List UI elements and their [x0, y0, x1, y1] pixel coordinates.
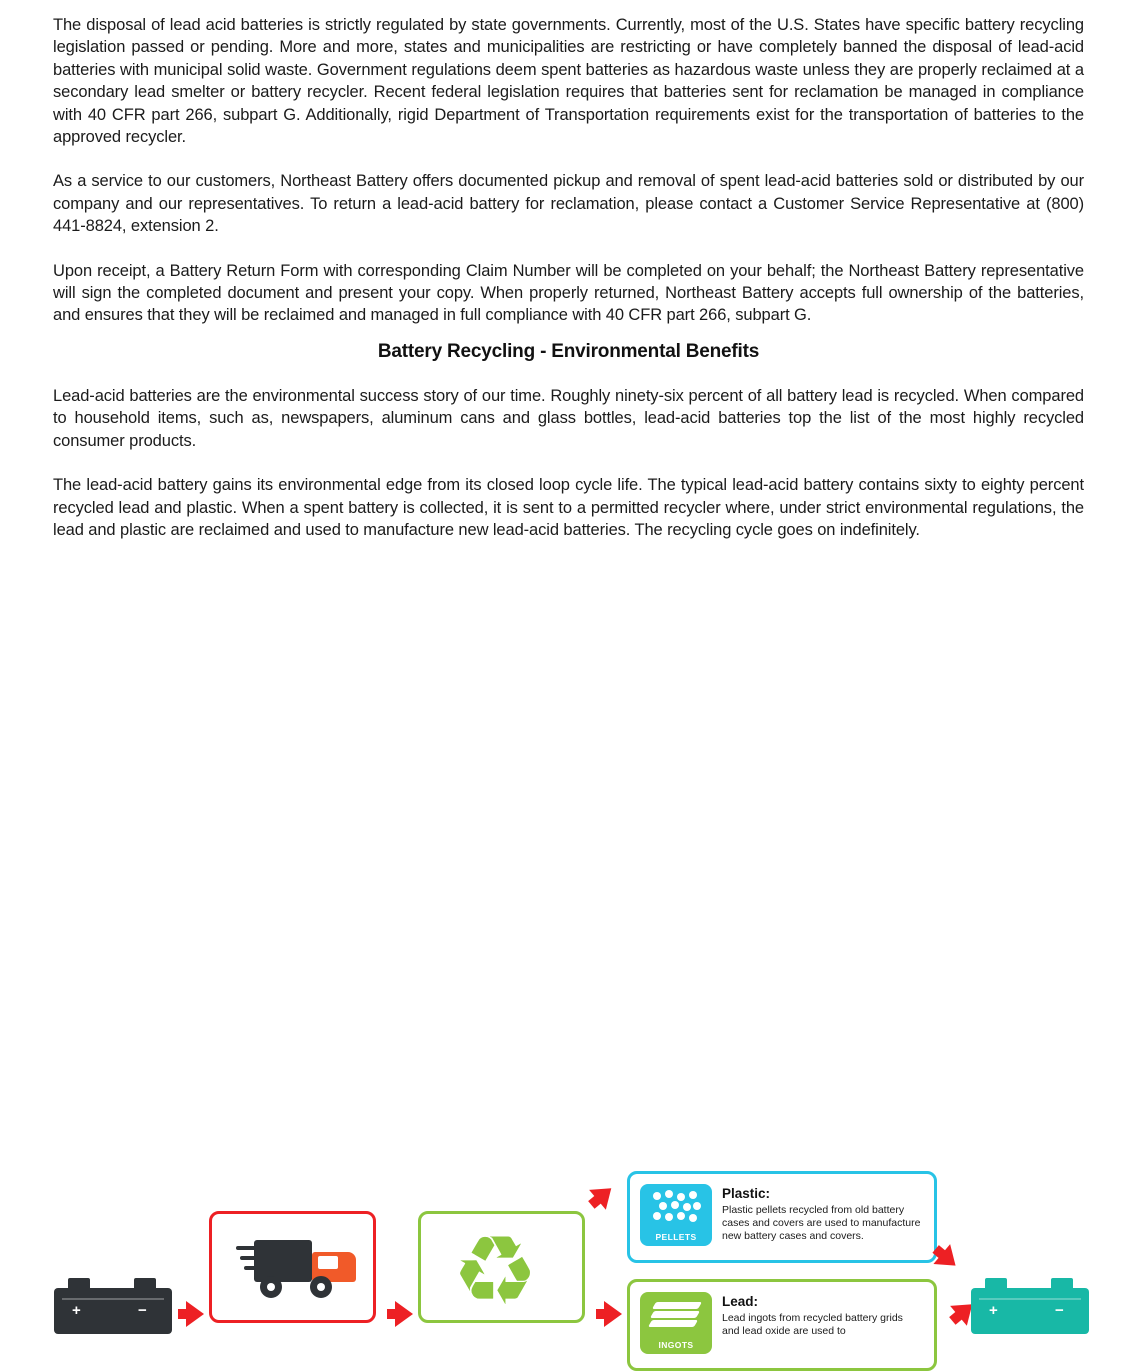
- battery-stripe: [62, 1298, 164, 1300]
- card-lead-title: Lead:: [722, 1294, 759, 1310]
- transport-stage-box: [209, 1211, 376, 1323]
- card-plastic: [627, 1171, 937, 1263]
- paragraph-return-form: Upon receipt, a Battery Return Form with corresponding Claim Number will be completed on your behalf; the Northeast Battery representative will sign the completed document and present your copy. When properly returned, Northeast Battery accepts full ownership of the batteries, and ensures that they will be reclaimed and managed in full compliance with 40 CFR part 266, subpart G.: [53, 261, 1084, 325]
- pellets-icon: [640, 1184, 712, 1246]
- recycling-cycle-diagram: [0, 563, 1140, 1351]
- card-plastic-title: Plastic:: [722, 1186, 771, 1202]
- card-lead-text: Lead ingots from recycled battery grids and lead oxide are used to: [722, 1312, 903, 1337]
- card-plastic-text: Plastic pellets recycled from old battery cases and covers are used to manufacture new battery cases and covers.: [722, 1204, 921, 1242]
- new-battery-stripe: [979, 1298, 1081, 1300]
- new-battery-icon: [971, 1276, 1089, 1334]
- battery-plus-sign: +: [72, 1302, 81, 1320]
- paragraph-regulations: The disposal of lead acid batteries is strictly regulated by state governments. Currently, most of the U.S. States have specific battery recycling legislation passed or pending. More and more, states and municipalities are restricting or have completely banned the disposal of lead-acid batteries with municipal solid waste. Government regulations deem spent batteries as hazardous waste unless they are properly reclaimed at a secondary lead smelter or battery recycler. Recent federal legislation requires that batteries sent for reclamation be managed in compliance with 40 CFR part 266, subpart G. Additionally, rigid Department of Transportation requirements exist for the transportation of batteries to the approved recycler.: [53, 16, 1084, 147]
- paragraph-success-story: Lead-acid batteries are the environmental success story of our time. Roughly ninety-six percent of all battery lead is recycled. When compared to household items, such as, newspapers, aluminum cans and glass bottles, lead-acid batteries top the list of the most highly recycled consumer products.: [53, 386, 1084, 450]
- recycle-icon: ♻: [451, 1218, 539, 1326]
- section-heading-environmental-benefits: Battery Recycling - Environmental Benefits: [377, 340, 760, 362]
- ingots-caption: INGOTS: [658, 1340, 694, 1351]
- truck-icon: [236, 1232, 356, 1298]
- paragraph-customer-service: As a service to our customers, Northeast Battery offers documented pickup and removal of spent lead-acid batteries sold or distributed by our company and our representatives. To return a lead-acid battery for reclamation, please contact a Customer Service Representative at (800) 441-8824, extension 2.: [53, 172, 1084, 236]
- pellets-caption: PELLETS: [655, 1232, 697, 1243]
- new-battery-plus-sign: +: [989, 1302, 998, 1320]
- card-lead: [627, 1279, 937, 1371]
- battery-minus-sign: −: [138, 1302, 147, 1320]
- paragraph-closed-loop: The lead-acid battery gains its environmental edge from its closed loop cycle life. The typical lead-acid battery contains sixty to eighty percent recycled lead and plastic. When a spent battery is collected, it is sent to a permitted recycler where, under strict environmental regulations, the lead and plastic are reclaimed and used to manufacture new lead-acid batteries. The recycling cycle goes on indefinitely.: [53, 476, 1084, 539]
- new-battery-minus-sign: −: [1055, 1302, 1064, 1320]
- spent-battery-icon: [54, 1276, 172, 1334]
- ingots-icon: [640, 1292, 712, 1354]
- document-body: [0, 0, 1140, 541]
- recycling-stage-box: [418, 1211, 585, 1326]
